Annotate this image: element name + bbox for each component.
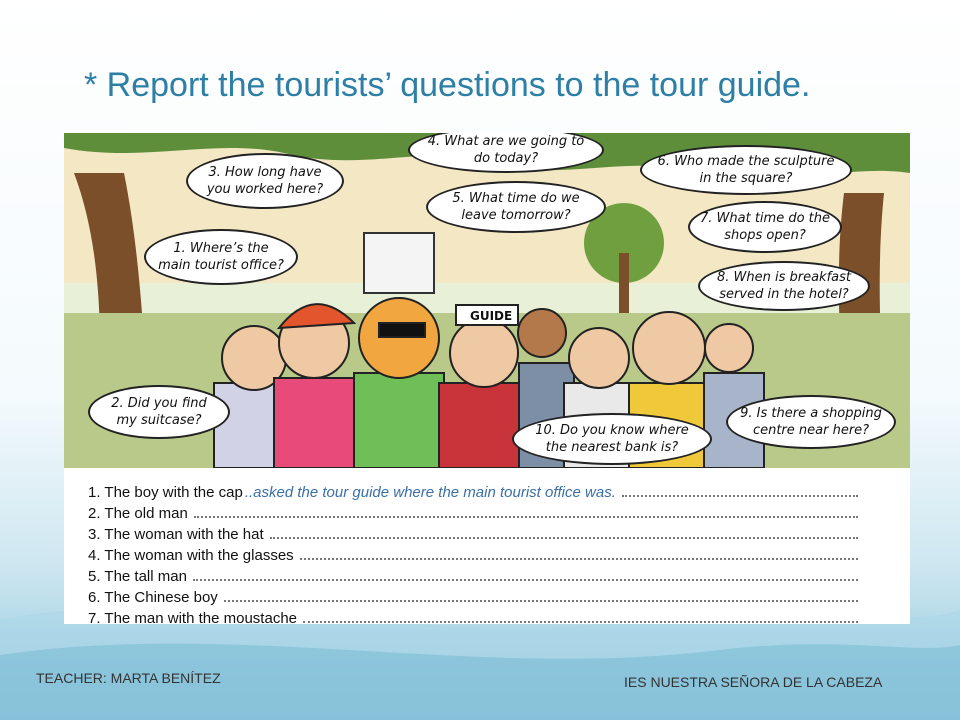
speech-bubble-5: 5. What time do we leave tomorrow? xyxy=(426,181,606,233)
exercise-line xyxy=(88,483,858,504)
exercise-line-label: 3. The woman with the hat xyxy=(88,526,264,543)
answer-dotted-line xyxy=(194,504,858,518)
exercise-line-label: 1. The boy with the cap xyxy=(88,484,243,501)
speech-bubble-7: 7. What time do the shops open? xyxy=(688,201,842,253)
exercise-line xyxy=(88,567,858,588)
slide-title: * Report the tourists’ questions to the tour guide. xyxy=(84,66,811,104)
speech-bubble-9: 9. Is there a shopping centre near here? xyxy=(726,395,896,449)
answer-dotted-line xyxy=(300,546,858,560)
exercise-list xyxy=(64,469,910,624)
exercise-line xyxy=(88,525,858,546)
exercise-line-label: 5. The tall man xyxy=(88,568,187,585)
exercise-line xyxy=(88,588,858,609)
answer-dotted-line xyxy=(303,609,858,623)
teacher-credit: TEACHER: MARTA BENÍTEZ xyxy=(36,670,221,686)
answer-dotted-line xyxy=(622,483,858,497)
exercise-line-answer: ..asked the tour guide where the main tourist office was. xyxy=(244,484,616,501)
speech-bubble-8: 8. When is breakfast served in the hotel? xyxy=(698,261,870,311)
speech-bubble-2: 2. Did you find my suitcase? xyxy=(88,385,230,439)
speech-bubble-10: 10. Do you know where the nearest bank is? xyxy=(512,413,712,465)
answer-dotted-line xyxy=(270,525,858,539)
speech-bubble-3: 3. How long have you worked here? xyxy=(186,153,344,209)
exercise-line-label: 7. The man with the moustache xyxy=(88,610,298,624)
guide-cap-text: GUIDE xyxy=(470,309,513,323)
school-name: IES NUESTRA SEÑORA DE LA CABEZA xyxy=(624,674,883,690)
textbook-image xyxy=(64,133,910,624)
exercise-line-label: 4. The woman with the glasses xyxy=(88,547,294,564)
speech-bubble-6: 6. Who made the sculpture in the square? xyxy=(640,145,852,195)
exercise-line-label: 2. The old man xyxy=(88,505,188,522)
answer-dotted-line xyxy=(224,588,858,602)
speech-bubble-1: 1. Where’s the main tourist office? xyxy=(144,229,298,285)
exercise-line xyxy=(88,546,858,567)
answer-dotted-line xyxy=(193,567,858,581)
exercise-line xyxy=(88,504,858,525)
speech-bubble-4: 4. What are we going to do today? xyxy=(408,133,604,173)
exercise-line-label: 6. The Chinese boy xyxy=(88,589,218,606)
exercise-line xyxy=(88,609,858,624)
